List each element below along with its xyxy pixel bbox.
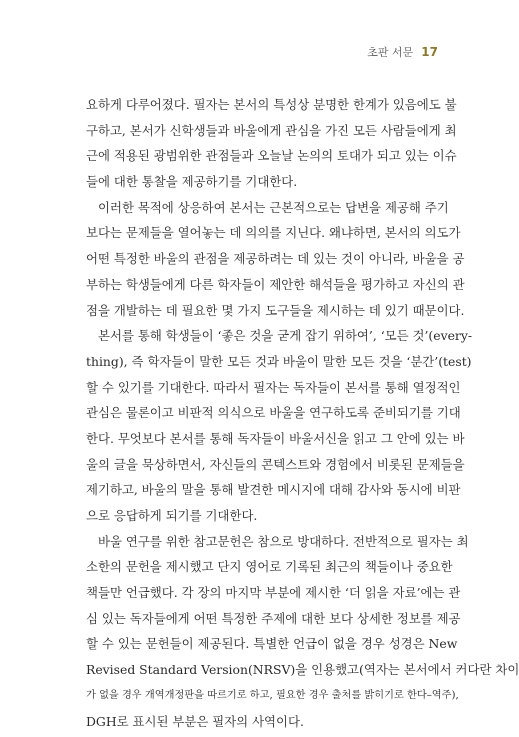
text-line: 구하고, 본서가 신학생들과 바울에게 관심을 가진 모든 사람들에게 최 — [86, 122, 457, 138]
text-line: 할 수 있는 문헌들이 제공된다. 특별한 언급이 없을 경우 성경은 New — [86, 636, 458, 652]
text-line: 으로 응답하게 되기를 기대한다. — [86, 508, 258, 523]
text-line: 바울 연구를 위한 참고문헌은 참으로 방대하다. 전반적으로 필자는 최 — [98, 533, 469, 549]
running-head — [367, 44, 438, 60]
text-line: Revised Standard Version(NRSV)을 인용했고(역자는 본서에서 커다란 차이 — [86, 662, 519, 678]
text-line: 가 없을 경우 개역개정판을 따르기로 하고, 필요한 경우 출처를 밝히기로 한다–역주), — [86, 689, 459, 701]
text-line: 요하게 다루어졌다. 필자는 본서의 특성상 분명한 한계가 있음에도 불 — [86, 97, 457, 112]
text-line: 울의 글을 묵상하면서, 자신들의 콘텍스트와 경험에서 비롯된 문제들을 — [86, 456, 465, 472]
text-line: 근에 적용된 광범위한 관점들과 오늘날 논의의 토대가 되고 있는 이슈 — [86, 148, 457, 164]
text-line: 점을 개발하는 데 필요한 몇 가지 도구들을 제시하는 데 있기 때문이다. — [86, 302, 465, 318]
text-line: 부하는 학생들에게 다른 학자들이 제안한 해석들을 평가하고 자신의 관 — [86, 276, 465, 292]
text-line: 책들만 언급했다. 각 장의 마지막 부분에 제시한 ‘더 읽을 자료’에는 관 — [86, 585, 461, 601]
running-head-section: 초판 서문 — [367, 46, 414, 59]
text-line: 소한의 문헌을 제시했고 단지 영어로 기록된 최근의 책들이나 중요한 — [86, 559, 453, 575]
text-line: 할 수 있기를 기대한다. 따라서 필자는 독자들이 본서를 통해 열정적인 — [86, 379, 461, 395]
text-line: 관심은 물론이고 비판적 의식으로 바울을 연구하도록 준비되기를 기대 — [86, 405, 461, 421]
page-number: 17 — [421, 45, 438, 59]
text-line: 들에 대한 통찰을 제공하기를 기대한다. — [86, 174, 298, 190]
text-line: 본서를 통해 학생들이 ‘좋은 것을 굳게 잡기 위하여’, ‘모든 것’(every- — [98, 328, 473, 344]
text-line: DGH로 표시된 부분은 필자의 사역이다. — [86, 713, 304, 729]
text-line: 어떤 특정한 바울의 관점을 제공하려는 데 있는 것이 아니라, 바울을 공 — [86, 251, 465, 267]
text-line: 심 있는 독자들에게 어떤 특정한 주제에 대한 보다 상세한 정보를 제공 — [86, 610, 461, 626]
body-text — [86, 92, 519, 734]
text-line: 한다. 무엇보다 본서를 통해 독자들이 바울서신을 읽고 그 안에 있는 바 — [86, 430, 465, 446]
text-line: 제기하고, 바울의 말을 통해 발견한 메시지에 대해 감사와 동시에 비판 — [86, 482, 461, 498]
text-line: thing), 즉 학자들이 말한 모든 것과 바울이 말한 모든 것을 ‘분간’(test) — [86, 353, 472, 369]
text-line: 이러한 목적에 상응하여 본서는 근본적으로는 답변을 제공해 주기 — [98, 199, 449, 215]
text-line: 보다는 문제들을 열어놓는 데 의의를 지닌다. 왜냐하면, 본서의 의도가 — [86, 225, 461, 241]
